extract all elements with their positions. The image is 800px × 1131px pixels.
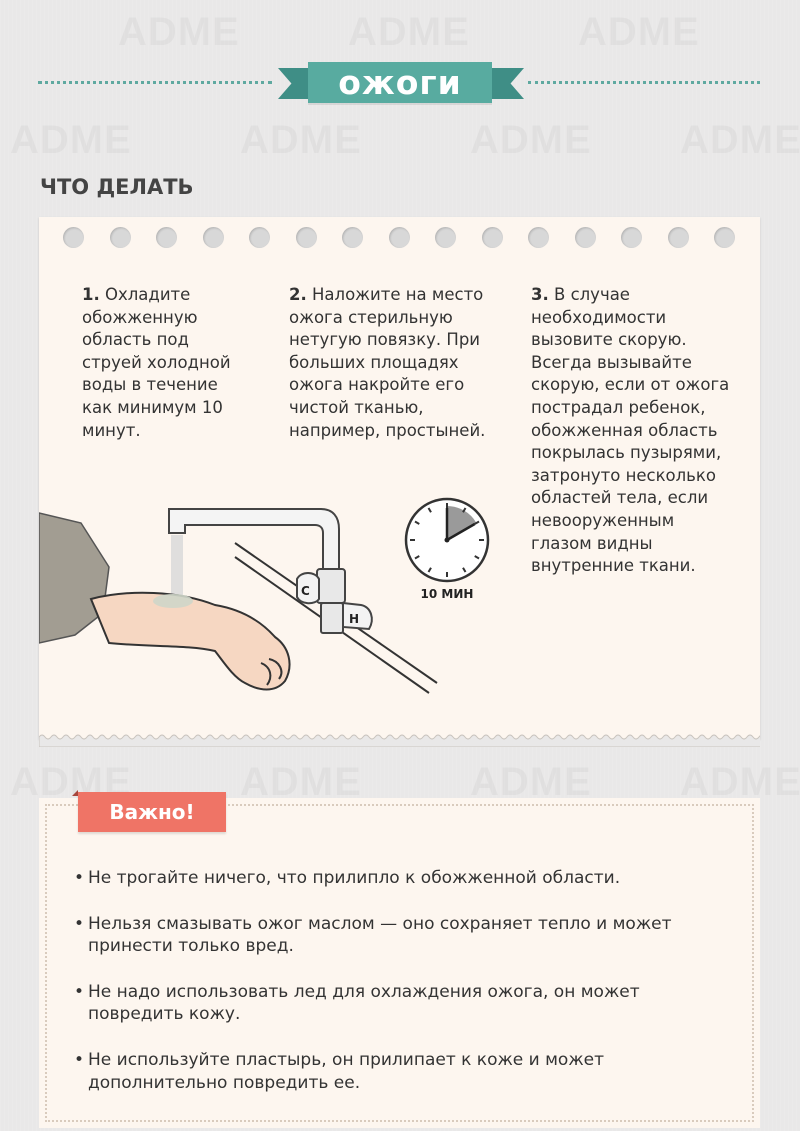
timer-clock-icon	[404, 497, 490, 583]
timer-label: 10 МИН	[420, 587, 474, 601]
binder-hole	[389, 227, 410, 248]
step-2-number: 2.	[289, 285, 307, 304]
watermark	[240, 118, 362, 163]
steps-card	[39, 217, 760, 739]
step-1-number: 1.	[82, 285, 100, 304]
important-list	[74, 867, 734, 1117]
important-box	[39, 798, 760, 1128]
faucet-icon	[169, 509, 339, 575]
binder-hole	[482, 227, 503, 248]
list-item: • Не используйте пластырь, он прилипает к коже и может дополнительно повредить ее.	[74, 1049, 734, 1094]
watermark	[118, 10, 240, 55]
torn-paper-edge	[39, 731, 760, 747]
step-2-text: Наложите на место ожога стерильную нетугую повязку. При больших площадях ожога накройте его чистой тканью, например, простыней.	[289, 285, 486, 440]
binder-holes	[63, 227, 735, 248]
step-3-number: 3.	[531, 285, 549, 304]
step-2	[289, 284, 494, 442]
page-title: ожоги	[338, 63, 462, 102]
important-badge	[78, 792, 226, 832]
title-ribbon	[308, 62, 492, 103]
binder-hole	[668, 227, 689, 248]
watermark	[470, 118, 592, 163]
binder-hole	[528, 227, 549, 248]
faucet-hot-label: Н	[349, 612, 360, 626]
header-divider-right	[528, 81, 760, 84]
list-item: • Не трогайте ничего, что прилипло к обожженной области.	[74, 867, 734, 890]
important-badge-label: Важно!	[109, 800, 195, 824]
binder-hole	[203, 227, 224, 248]
binder-hole	[63, 227, 84, 248]
section-title: ЧТО ДЕЛАТЬ	[40, 175, 194, 199]
binder-hole	[621, 227, 642, 248]
watermark	[348, 10, 470, 55]
step-3-text: В случае необходимости вызовите скорую. Всегда вызывайте скорую, если от ожога пострадал ребенок, обожженная область покрылась пузырями, затронуто несколько областей тела, если невооруженным глазом видны внутренние ткани.	[531, 285, 730, 576]
step-1	[82, 284, 242, 442]
water-splash	[153, 594, 193, 608]
header-divider-left	[38, 81, 272, 84]
faucet-cold-label: С	[301, 584, 310, 598]
binder-hole	[714, 227, 735, 248]
step-3	[531, 284, 731, 578]
binder-hole	[296, 227, 317, 248]
binder-hole	[110, 227, 131, 248]
list-item: • Не надо использовать лед для охлаждения ожога, он может повредить кожу.	[74, 981, 734, 1026]
sleeve	[39, 513, 109, 643]
step-1-text: Охладите обожженную область под струей холодной воды в течение как минимум 10 минут.	[82, 285, 231, 440]
binder-hole	[156, 227, 177, 248]
binder-hole	[575, 227, 596, 248]
binder-hole	[435, 227, 456, 248]
arm-icon	[91, 593, 290, 690]
list-item: • Нельзя смазывать ожог маслом — оно сохраняет тепло и может принести только вред.	[74, 913, 734, 958]
binder-hole	[342, 227, 363, 248]
watermark	[680, 118, 800, 163]
binder-hole	[249, 227, 270, 248]
watermark	[578, 10, 700, 55]
watermark	[10, 118, 132, 163]
